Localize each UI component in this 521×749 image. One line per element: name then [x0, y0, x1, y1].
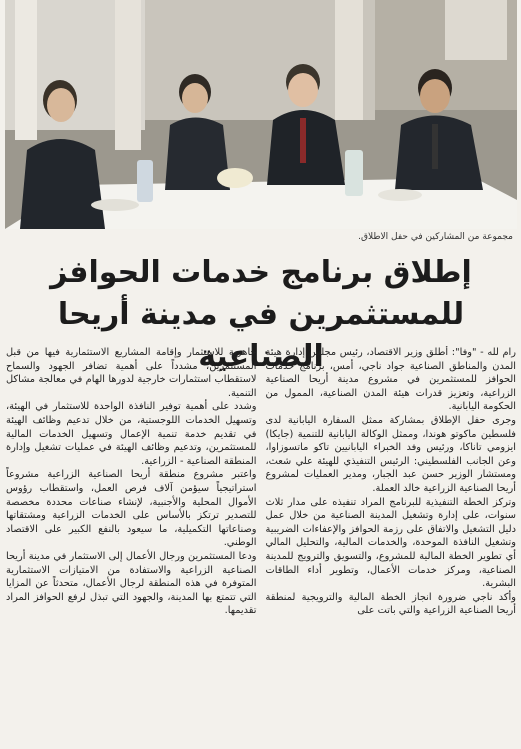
paragraph: وجرى حفل الإطلاق بمشاركة ممثل السفارة اليابانية لدى فلسطين ماكوتو هوندا، وممثل الوكالة اليابانية للتنمية (جايكا) ايزومي تاناكا، ورئيس وفد الخبراء اليابانيين تاكو ماتسوزاوا، وعن الجانب الفلسطيني: الرئيس التنفيذي للهيئة علي شعث، ومستشار الوزير حسن عبد الجبار، ومدير العمليات لمشروع أريحا الصناعية الزراعية خالد العملة. — [265, 414, 516, 494]
headline-line-2: للمستثمرين في مدينة أريحا الصناعية — [57, 297, 465, 374]
paragraph: وتركز الخطة التنفيذية للبرنامج المراد تنفيذه على مدار ثلاث سنوات، على إدارة وتشغيل المدينة الصناعية من خلال عمل دليل التشغيل والاتفاق على رزمة الحوافز والإعفاءات الضريبية وتشغيل النافذة الموحدة، والخدمات المالية، والتحليل المالي أي تطوير الخطة المالية للمشروع، والتسويق والترويج للمدينة الصناعية، ومركز خدمات الأعمال، وتطوير أداء الطاقات البشرية. — [265, 496, 516, 590]
article-body — [6, 346, 516, 744]
paragraph: جاهزية للاستثمار وإقامة المشاريع الاستثمارية فيها من قبل المستثمرين، مشدداً على أهمية تضافر الجهود والسماح لاستقطاب استثمارات خارجية لدورها الهام في معالجة مشاكل التنمية. — [6, 347, 257, 399]
article-column-right — [266, 346, 517, 744]
paragraph: رام لله - "وفا": أطلق وزير الاقتصاد، رئيس مجلس إدارة هيئة المدن والمناطق الصناعية جواد ناجي، أمس، برنامج خدمات الحوافز للمستثمرين في مشروع مدينة أريحا الصناعية الزراعية، وتعزيز قدرات هيئة المدن الصناعية، الممول من الحكومة اليابانية. — [265, 347, 516, 413]
photo-caption: مجموعة من المشاركين في حفل الاطلاق. — [358, 232, 513, 242]
article-column-left — [6, 346, 257, 744]
paragraph: واعتبر مشروع منطقة أريحا الصناعية الزراعية مشروعاً استراتيجياً سيؤمن آلاف فرص العمل، واستقطاب رؤوس الأموال المحلية والأجنبية، لإنشاء صناعات محددة مخصصة للتصدير ترتكز بالأساس على الخدمات الزراعية ومشتقاتها وصناعاتها التكميلية، ما سيعود بالنفع الكبير على الاقتصاد الوطني. — [6, 469, 257, 549]
paragraph: ودعا المستثمرين ورجال الأعمال إلى الاستثمار في مدينة أريحا الصناعية الزراعية والاستفادة من الامتيازات الاستثمارية المتوفرة في هذه المنطقة لرجال الأعمال، متحدثاً عن المزايا التي تتمتع بها المدينة، والجهود التي تبذل لرفع الحوافز المراد تقديمها. — [6, 550, 257, 617]
event-photo — [5, 0, 517, 229]
event-photo-graphic — [5, 0, 517, 229]
paragraph: وأكد ناجي ضرورة انجاز الخطة المالية والترويجية لمنطقة أريحا الصناعية الزراعية والتي باتت على — [265, 591, 516, 617]
paragraph: وشدد على أهمية توفير النافذة الواحدة للاستثمار في الهيئة، وتسهيل الخدمات اللوجستية، من خلال تدعيم وظائف الهيئة في تقديم خدمة تنمية الإعمال وتسهيل الخدمات المالية للمستثمرين، وتدعيم وظائف الهيئة في عمليات تشغيل وإدارة المنطقة الصناعية - الزراعية. — [6, 401, 257, 467]
headline-line-1: إطلاق برنامج خدمات الحوافز — [50, 255, 472, 290]
